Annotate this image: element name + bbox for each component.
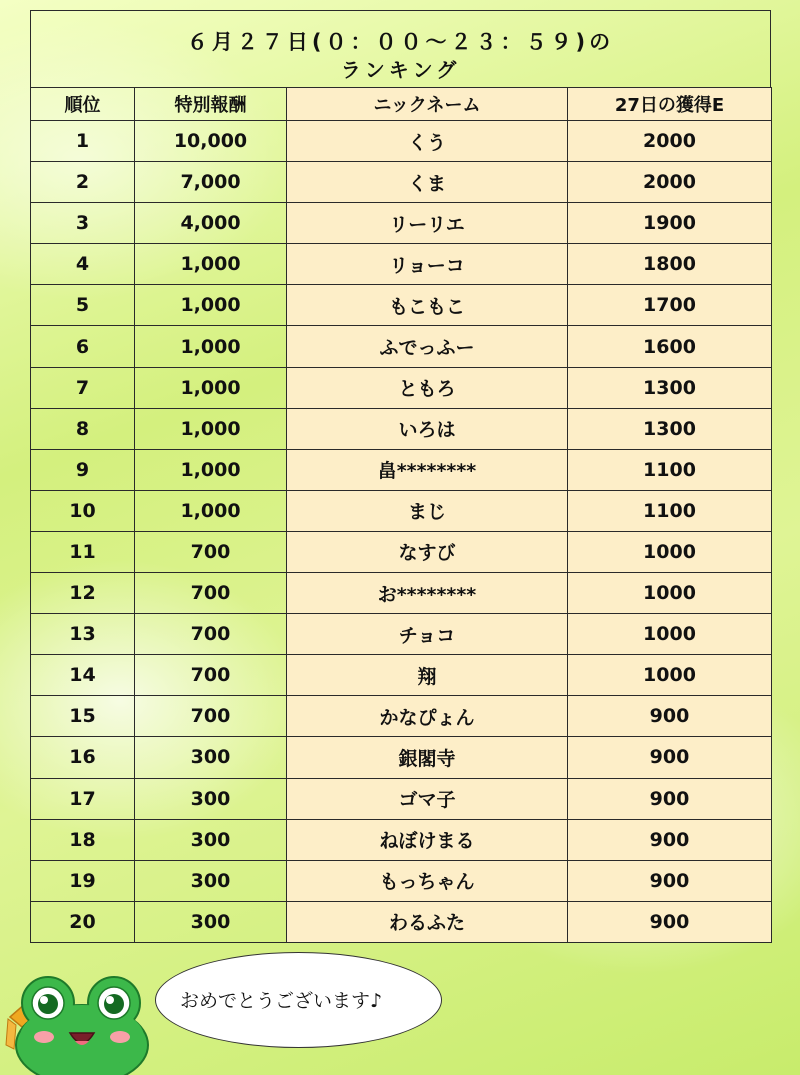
cell-nickname: くま bbox=[287, 162, 568, 203]
table-row bbox=[31, 408, 772, 449]
cell-rank: 5 bbox=[31, 285, 135, 326]
ranking-title bbox=[30, 10, 771, 87]
cell-points: 900 bbox=[568, 737, 772, 778]
cell-rank: 11 bbox=[31, 531, 135, 572]
cell-points: 900 bbox=[568, 778, 772, 819]
cell-reward: 1,000 bbox=[135, 244, 287, 285]
header-nickname: ニックネーム bbox=[287, 88, 568, 121]
table-row bbox=[31, 573, 772, 614]
cell-reward: 300 bbox=[135, 778, 287, 819]
cell-rank: 12 bbox=[31, 573, 135, 614]
cell-nickname: 翔 bbox=[287, 655, 568, 696]
header-reward: 特別報酬 bbox=[135, 88, 287, 121]
cell-points: 1000 bbox=[568, 573, 772, 614]
table-row bbox=[31, 449, 772, 490]
cell-points: 1800 bbox=[568, 244, 772, 285]
cell-points: 1000 bbox=[568, 614, 772, 655]
cell-reward: 300 bbox=[135, 737, 287, 778]
cell-rank: 10 bbox=[31, 490, 135, 531]
cell-points: 1300 bbox=[568, 408, 772, 449]
cell-rank: 13 bbox=[31, 614, 135, 655]
cell-reward: 700 bbox=[135, 531, 287, 572]
cell-rank: 17 bbox=[31, 778, 135, 819]
cell-points: 1100 bbox=[568, 449, 772, 490]
table-row bbox=[31, 367, 772, 408]
table-row bbox=[31, 531, 772, 572]
cell-nickname: リョーコ bbox=[287, 244, 568, 285]
cell-nickname: わるふた bbox=[287, 901, 568, 942]
cell-nickname: 銀閣寺 bbox=[287, 737, 568, 778]
ranking-header-row bbox=[31, 88, 772, 121]
cell-nickname: ともろ bbox=[287, 367, 568, 408]
table-row bbox=[31, 614, 772, 655]
cell-nickname: もこもこ bbox=[287, 285, 568, 326]
table-row bbox=[31, 696, 772, 737]
cell-reward: 300 bbox=[135, 860, 287, 901]
cell-nickname: なすび bbox=[287, 531, 568, 572]
cell-reward: 700 bbox=[135, 696, 287, 737]
cell-rank: 16 bbox=[31, 737, 135, 778]
table-row bbox=[31, 778, 772, 819]
cell-rank: 18 bbox=[31, 819, 135, 860]
cell-rank: 19 bbox=[31, 860, 135, 901]
table-row bbox=[31, 203, 772, 244]
cell-reward: 7,000 bbox=[135, 162, 287, 203]
cell-points: 1100 bbox=[568, 490, 772, 531]
table-row bbox=[31, 819, 772, 860]
cell-reward: 1,000 bbox=[135, 285, 287, 326]
cell-nickname: ふでっふー bbox=[287, 326, 568, 367]
cell-nickname: ゴマ子 bbox=[287, 778, 568, 819]
cell-points: 1000 bbox=[568, 655, 772, 696]
cell-nickname: ねぼけまる bbox=[287, 819, 568, 860]
cell-reward: 700 bbox=[135, 614, 287, 655]
cell-rank: 3 bbox=[31, 203, 135, 244]
cell-rank: 9 bbox=[31, 449, 135, 490]
cell-nickname: まじ bbox=[287, 490, 568, 531]
ranking-body bbox=[31, 121, 772, 943]
cell-points: 2000 bbox=[568, 121, 772, 162]
cell-points: 900 bbox=[568, 696, 772, 737]
cell-rank: 14 bbox=[31, 655, 135, 696]
cell-points: 900 bbox=[568, 860, 772, 901]
cell-reward: 300 bbox=[135, 819, 287, 860]
cell-rank: 15 bbox=[31, 696, 135, 737]
cell-rank: 8 bbox=[31, 408, 135, 449]
cell-rank: 1 bbox=[31, 121, 135, 162]
table-row bbox=[31, 326, 772, 367]
cell-nickname: チョコ bbox=[287, 614, 568, 655]
table-row bbox=[31, 860, 772, 901]
cell-reward: 1,000 bbox=[135, 490, 287, 531]
cell-points: 2000 bbox=[568, 162, 772, 203]
cell-reward: 1,000 bbox=[135, 367, 287, 408]
cell-reward: 1,000 bbox=[135, 449, 287, 490]
cell-nickname: いろは bbox=[287, 408, 568, 449]
cell-points: 1600 bbox=[568, 326, 772, 367]
cell-points: 1000 bbox=[568, 531, 772, 572]
cell-nickname: お******** bbox=[287, 573, 568, 614]
title-date-range: ６月２７日(０：００〜２３：５９)の bbox=[186, 30, 615, 54]
cell-points: 900 bbox=[568, 819, 772, 860]
table-row bbox=[31, 285, 772, 326]
table-row bbox=[31, 162, 772, 203]
cell-points: 1300 bbox=[568, 367, 772, 408]
cell-points: 900 bbox=[568, 901, 772, 942]
cell-reward: 700 bbox=[135, 573, 287, 614]
cell-reward: 300 bbox=[135, 901, 287, 942]
ranking-table bbox=[30, 87, 772, 943]
table-row bbox=[31, 490, 772, 531]
cell-reward: 4,000 bbox=[135, 203, 287, 244]
cell-rank: 6 bbox=[31, 326, 135, 367]
title-ranking: ランキング bbox=[340, 58, 461, 82]
table-row bbox=[31, 655, 772, 696]
cell-nickname: くう bbox=[287, 121, 568, 162]
table-row bbox=[31, 737, 772, 778]
cell-reward: 700 bbox=[135, 655, 287, 696]
cell-rank: 2 bbox=[31, 162, 135, 203]
cell-rank: 4 bbox=[31, 244, 135, 285]
header-points: 27日の獲得E bbox=[568, 88, 772, 121]
cell-rank: 7 bbox=[31, 367, 135, 408]
cell-rank: 20 bbox=[31, 901, 135, 942]
cell-reward: 1,000 bbox=[135, 408, 287, 449]
table-row bbox=[31, 121, 772, 162]
cell-points: 1700 bbox=[568, 285, 772, 326]
cell-nickname: リーリエ bbox=[287, 203, 568, 244]
table-row bbox=[31, 901, 772, 942]
header-rank: 順位 bbox=[31, 88, 135, 121]
congratulations-text: おめでとうございます♪ bbox=[180, 990, 383, 1012]
cell-points: 1900 bbox=[568, 203, 772, 244]
cell-nickname: もっちゃん bbox=[287, 860, 568, 901]
frog-mascot-icon bbox=[0, 975, 160, 1075]
cell-reward: 1,000 bbox=[135, 326, 287, 367]
table-row bbox=[31, 244, 772, 285]
cell-nickname: かなぴょん bbox=[287, 696, 568, 737]
cell-reward: 10,000 bbox=[135, 121, 287, 162]
cell-nickname: 畠******** bbox=[287, 449, 568, 490]
